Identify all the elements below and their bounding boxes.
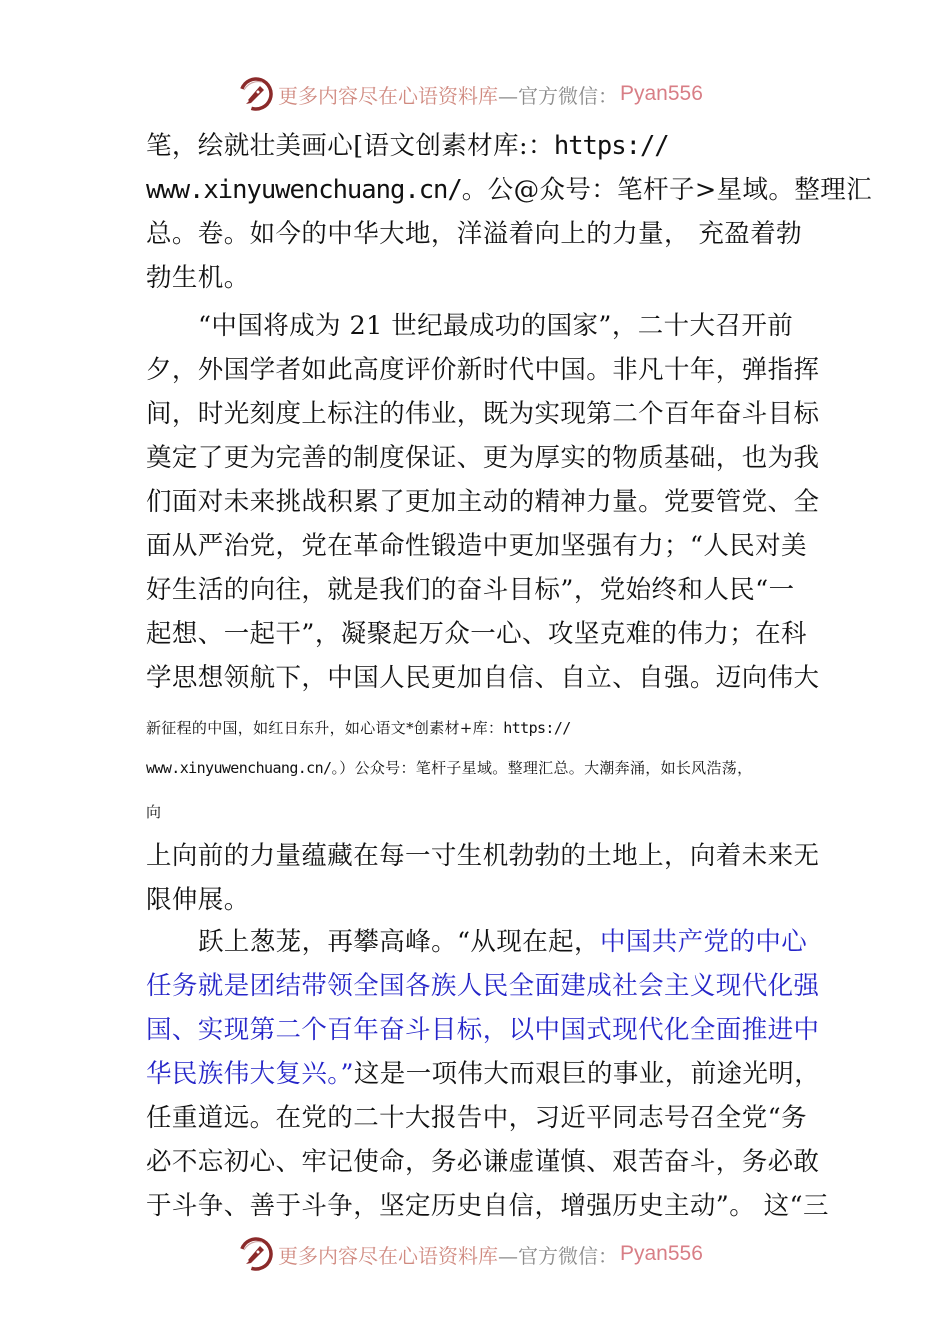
text-segment: 总。卷。如今的中华大地，洋溢着向上的力量， 充盈着勃: [146, 219, 803, 249]
text-line: [146, 174, 872, 206]
text-line: [146, 758, 752, 778]
text-segment: 向: [146, 803, 162, 821]
banner-separator: —官方微信：: [498, 1243, 618, 1268]
url-text: https://: [553, 131, 669, 161]
url-text: https://: [503, 719, 571, 737]
highlighted-quote: 任务就是团结带领全国各族人民全面建成社会主义现代化强: [146, 971, 820, 1001]
text-line: [146, 1146, 819, 1178]
text-line: [146, 218, 802, 250]
text-line: [146, 718, 571, 738]
text-segment: 好生活的向往，就是我们的奋斗目标”，党始终和人民“一: [146, 575, 795, 605]
text-line: [146, 530, 807, 562]
text-line: [146, 662, 819, 694]
text-segment: 必不忘初心、牢记使命，务必谦虚谨慎、艰苦奋斗，务必敢: [146, 1147, 820, 1177]
text-line: [146, 130, 669, 162]
text-segment: 夕，外国学者如此高度评价新时代中国。非凡十年，弹指挥: [146, 355, 820, 385]
pen-nib-circle-icon: [238, 76, 274, 112]
text-line: [146, 1102, 807, 1134]
text-segment: 于斗争、善于斗争，坚定历史自信，增强历史主动”。 这“三: [146, 1191, 829, 1221]
text-segment: 任重道远。在党的二十大报告中，习近平同志号召全党“务: [146, 1103, 807, 1133]
text-line: [146, 442, 819, 474]
text-line: [146, 802, 161, 822]
text-segment: 学思想领航下，中国人民更加自信、自立、自强。迈向伟大: [146, 663, 820, 693]
text-line: [198, 926, 807, 958]
banner-wechat-id: Pyan556: [620, 82, 703, 105]
banner-separator: —官方微信：: [498, 83, 618, 108]
text-segment: “中国将成为 21 世纪最成功的国家”，二十大召开前: [198, 311, 794, 341]
text-segment: 间，时光刻度上标注的伟业，既为实现第二个百年奋斗目标: [146, 399, 820, 429]
text-segment: 起想、一起干”，凝聚起万众一心、攻坚克难的伟力；在科: [146, 619, 807, 649]
text-line: [146, 1058, 820, 1090]
footer-banner: [238, 1234, 728, 1274]
text-segment: 限伸展。: [146, 885, 250, 915]
banner-slogan: 更多内容尽在心语资料库: [278, 1243, 498, 1268]
banner-slogan: 更多内容尽在心语资料库: [278, 83, 498, 108]
text-line: [146, 840, 819, 872]
text-segment: 们面对未来挑战积累了更加主动的精神力量。党要管党、全: [146, 487, 820, 517]
text-line: [146, 398, 819, 430]
text-line: [146, 354, 819, 386]
text-segment: 上向前的力量蕴藏在每一寸生机勃勃的土地上，向着未来无: [146, 841, 820, 871]
pen-nib-circle-icon: [238, 1236, 274, 1272]
text-line: [146, 1190, 829, 1222]
url-text: www.xinyuwenchuang.cn/: [146, 175, 462, 205]
text-segment: 这是一项伟大而艰巨的事业，前途光明，: [353, 1059, 821, 1089]
banner-wechat-id: Pyan556: [620, 1242, 703, 1265]
text-segment: 新征程的中国，如红日东升，如心语文*创素材+库：: [146, 719, 504, 737]
highlighted-quote: 中国共产党的中心: [599, 927, 808, 957]
text-line: [146, 884, 250, 916]
text-segment: 跃上葱茏，再攀高峰。“从现在起，: [198, 927, 600, 957]
text-line: [146, 618, 807, 650]
text-line: [146, 262, 250, 294]
text-line: [146, 574, 794, 606]
highlighted-quote: 国、实现第二个百年奋斗目标，以中国式现代化全面推进中: [146, 1015, 820, 1045]
highlighted-quote: 华民族伟大复兴。”: [146, 1059, 354, 1089]
text-segment: 勃生机。: [146, 263, 250, 293]
text-line: [198, 310, 793, 342]
text-line: [146, 970, 819, 1002]
text-segment: 。公@众号：笔杆子>星域。整理汇: [461, 175, 873, 205]
text-line: [146, 1014, 819, 1046]
text-segment: 奠定了更为完善的制度保证、更为厚实的物质基础，也为我: [146, 443, 820, 473]
text-segment: 面从严治党，党在革命性锻造中更加坚强有力；“人民对美: [146, 531, 807, 561]
text-line: [146, 486, 819, 518]
url-text: www.xinyuwenchuang.cn/: [146, 759, 332, 777]
text-segment: 笔，绘就壮美画心[语文创素材库:：: [146, 131, 554, 161]
header-banner: [238, 74, 728, 114]
text-segment: 。）公众号：笔杆子星域。整理汇总。大潮奔涌，如长风浩荡，: [331, 759, 753, 777]
